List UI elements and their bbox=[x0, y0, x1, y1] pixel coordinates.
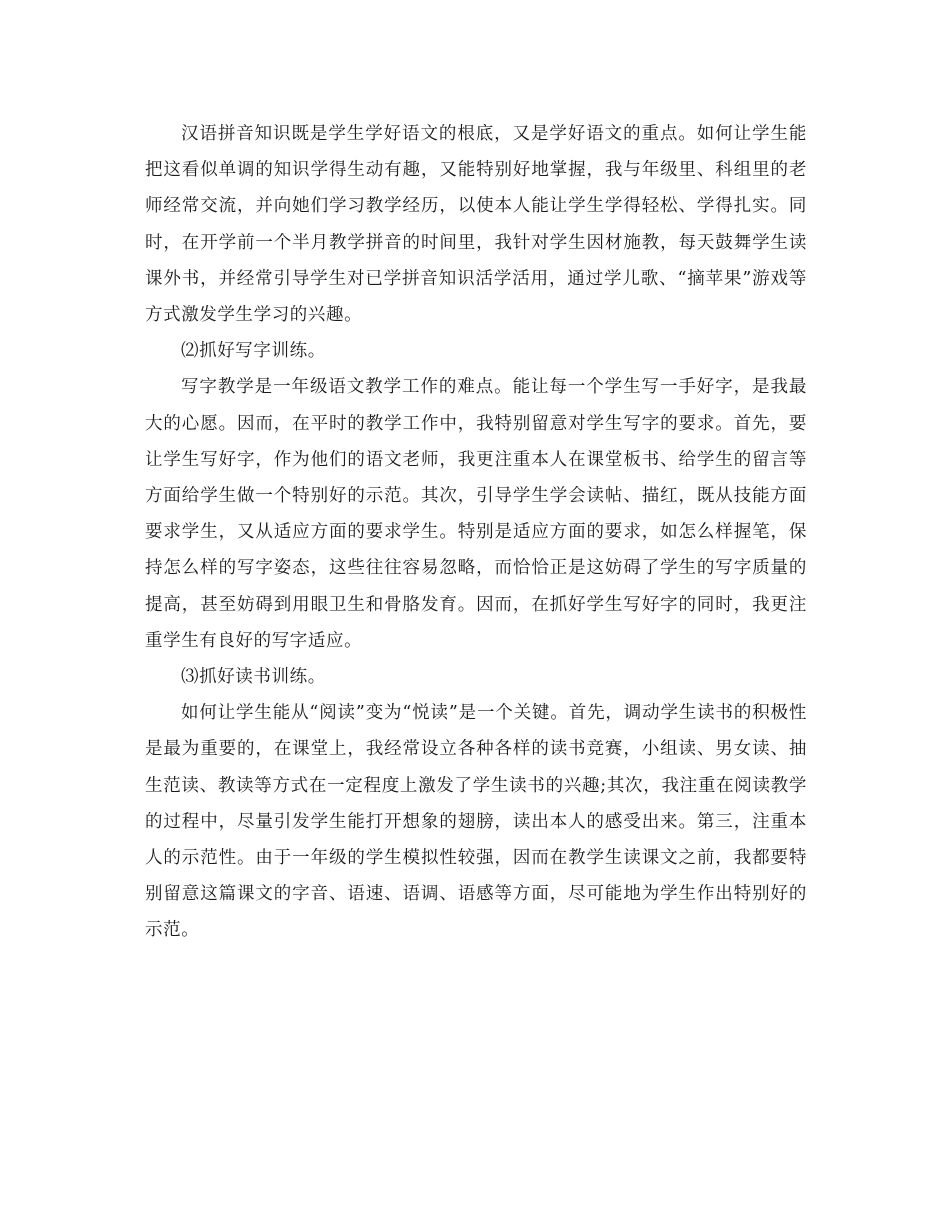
paragraph-pinyin: 汉语拼音知识既是学生学好语文的根底，又是学好语文的重点。如何让学生能把这看似单调的知识学得生动有趣，又能特别好地掌握，我与年级里、科组里的老师经常交流，并向她们学习教学经历，以使本人能让学生学得轻松、学得扎实。同时，在开学前一个半月教学拼音的时间里，我针对学生因材施教，每天鼓舞学生读课外书，并经常引导学生对已学拼音知识活学活用，通过学儿歌、“摘苹果”游戏等方式激发学生学习的兴趣。 bbox=[145, 124, 807, 326]
section-heading-writing: ⑵抓好写字训练。 bbox=[181, 341, 326, 362]
section-heading-reading: ⑶抓好读书训练。 bbox=[181, 667, 326, 688]
document-body bbox=[145, 116, 807, 949]
paragraph-reading: 如何让学生能从“阅读”变为“悦读”是一个关键。首先，调动学生读书的积极性是最为重要的，在课堂上，我经常设立各种各样的读书竞赛，小组读、男女读、抽生范读、教读等方式在一定程度上激发了学生读书的兴趣;其次，我注重在阅读教学的过程中，尽量引发学生能打开想象的翅膀，读出本人的感受出来。第三，注重本人的示范性。由于一年级的学生模拟性较强，因而在教学生读课文之前，我都要特别留意这篇课文的字音、语速、语调、语感等方面，尽可能地为学生作出特别好的示范。 bbox=[145, 703, 807, 941]
paragraph-writing: 写字教学是一年级语文教学工作的难点。能让每一个学生写一手好字，是我最大的心愿。因而，在平时的教学工作中，我特别留意对学生写字的要求。首先，要让学生写好字，作为他们的语文老师，我更注重本人在课堂板书、给学生的留言等方面给学生做一个特别好的示范。其次，引导学生学会读帖、描红，既从技能方面要求学生，又从适应方面的要求学生。特别是适应方面的要求，如怎么样握笔，保持怎么样的写字姿态，这些往往容易忽略，而恰恰正是这妨碍了学生的写字质量的提高，甚至妨碍到用眼卫生和骨胳发育。因而，在抓好学生写好字的同时，我更注重学生有良好的写字适应。 bbox=[145, 377, 807, 651]
